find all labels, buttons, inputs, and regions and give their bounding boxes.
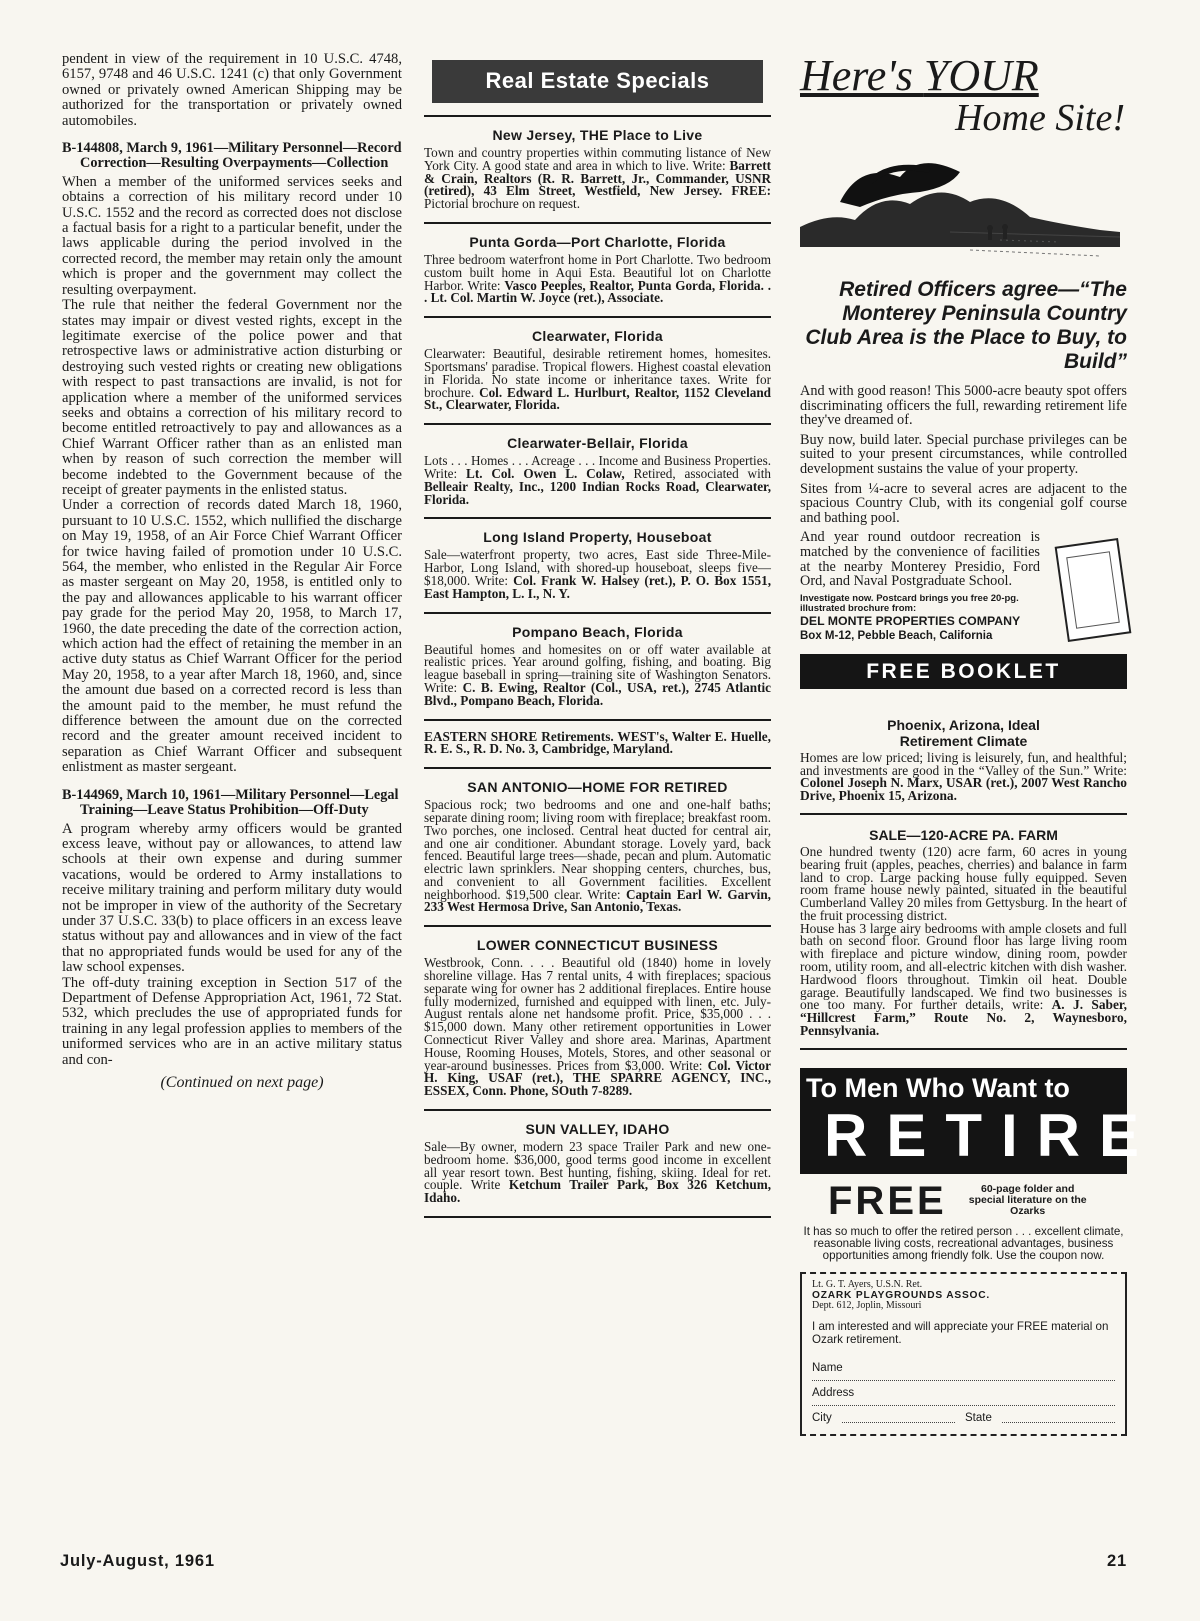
company-name: DEL MONTE PROPERTIES COMPANY — [800, 613, 1021, 628]
ad-body — [424, 147, 771, 211]
ad-title: New Jersey, THE Place to Live — [492, 127, 703, 143]
city-state-field[interactable] — [812, 1406, 1115, 1430]
ad-text: One hundred twenty (120) acre farm, 60 acres in young bearing fruit (apples, peaches, cherries) and balance in farm land to crop. Large packing house fully equipped. Seven room frame house newly painted, situated in the beautiful Cumberland Valley 20 miles from Gettysburg. In the heart of the fruit processing district. — [800, 843, 1127, 923]
ad-body — [424, 455, 771, 506]
monterey-paragraph: Buy now, build later. Special purchase privileges can be suited to your present circumstances, while controlled development sustains the value of your property. — [800, 431, 1127, 477]
ad-text: House has 3 large airy bedrooms with ample closets and full bath on second floor. Ground floor has large living room with fireplace and picture window, dining room, powder room, utility room, and all-electric kitchen with dish washer. Hardwood floors throughout. Timkin oil heat. Double garage. Beautifully landscaped. We find two businesses is one too many. For further details, write: — [800, 920, 1127, 1013]
classified-ad — [424, 925, 771, 1109]
classified-ad — [424, 115, 771, 222]
decision-heading: B-144808, March 9, 1961—Military Personnel—Record Correction—Resulting Overpayments—Collection — [62, 140, 402, 172]
retire-word: RETIRE — [824, 1101, 1159, 1169]
real-estate-column — [424, 60, 771, 1218]
classified-ad — [800, 813, 1127, 1048]
ad-body — [424, 799, 771, 914]
ad-contact: Belleair Realty, Inc., 1200 Indian Rocks Road, Clearwater, Florida. — [424, 478, 771, 507]
ad-contact: Colonel Joseph N. Marx, USAR (ret.), 2007 West Rancho Drive, Phoenix 15, Arizona. — [800, 775, 1127, 804]
ad-text: Retired, associated with — [624, 465, 771, 481]
page-number: 21 — [1107, 1552, 1127, 1570]
monterey-offer — [800, 530, 1127, 643]
article-paragraph: A program whereby army officers would be granted excess leave, without pay or allowances, to attend law schools at their own expense and during summer vacations, would be ordered to Army installations to receive military training and perform military duty would not be improper in view of the authority of the Secretary under 37 U.S.C. 33(b) to place officers in an excess leave status without pay and allowances and in view of the fact that no appropriated funds would be used for any of the law school expenses. — [62, 820, 402, 976]
ad-title: Clearwater-Bellair, Florida — [507, 435, 688, 452]
ad-title: Pompano Beach, Florida — [512, 623, 683, 640]
address-field[interactable] — [812, 1381, 1115, 1406]
classified-ad — [424, 517, 771, 611]
ad-title: Clearwater, Florida — [532, 328, 663, 345]
ad-contact: A. J. Saber, “Hillcrest Farm,” Route No. 2, Waynesboro, Pennsylvania. — [800, 997, 1127, 1039]
name-label: Name — [812, 1361, 843, 1374]
ad-body — [424, 549, 771, 600]
state-label: State — [964, 1411, 992, 1424]
ad-body — [424, 251, 771, 306]
ad-text: Lots . . . Homes . . . Acreage . . . Income and Business Properties. Write: — [424, 453, 771, 481]
article-paragraph: The rule that neither the federal Government nor the states may impair or divest vested rights, except in the legitimate exercise of the police power and that retrospective laws or administrative action disturbing or destroying such vested rights or creating new obligations with respect to past transactions are invalid, is not for application where a member of the uniformed services seeks and obtains a correction of his military record to become entitled retroactively to pay and allowances as a Chief Warrant Officer rather than as an enlisted man when by reason of such correction the member will become indebted to the Government because of the receipt of greater payments in the enlisted status. — [62, 297, 402, 498]
free-label: FREE — [828, 1178, 947, 1223]
ad-contact: Col. Frank W. Halsey (ret.), P. O. Box 1551, East Hampton, L. I., N. Y. — [424, 572, 772, 601]
classified-ad — [424, 316, 771, 423]
headline-heres-your — [800, 51, 1127, 100]
article-column — [62, 52, 402, 1092]
headline-your: YOUR — [923, 51, 1039, 100]
ad-contact: Ketchum Trailer Park, Box 326 Ketchum, Idaho. — [424, 1177, 771, 1206]
ad-contact: C. B. Ewing, Realtor (Col., USA, ret.), 2745 Atlantic Blvd., Pompano Beach, Florida. — [424, 679, 771, 708]
monterey-paragraph: Sites from ¼-acre to several acres are adjacent to the spacious Country Club, with its congenial golf course and bathing pool. — [800, 480, 1127, 526]
classified-ad — [424, 222, 771, 316]
ad-title: Punta Gorda—Port Charlotte, Florida — [469, 233, 726, 250]
article-paragraph: pendent in view of the requirement in 10 U.S.C. 4748, 6157, 9748 and 46 U.S.C. 1241 (c) that only Government owned or privately owned American Shipping may be authorized for the transportation or privately owned automobiles. — [62, 51, 402, 129]
folder-note: 60-page folder and special literature on the Ozarks — [968, 1183, 1087, 1218]
decision-heading: B-144969, March 10, 1961—Military Personnel—Legal Training—Leave Status Prohibition—Off-Duty — [62, 786, 399, 819]
city-label: City — [812, 1411, 832, 1424]
ad-title: Long Island Property, Houseboat — [483, 529, 712, 546]
retire-headline: To Men Who Want to — [806, 1072, 1070, 1103]
ad-text: Clearwater: Beautiful, desirable retirement homes, homesites. Sportsmans' paradise. Tropical flowers. Highest coastal elevation in Florida. No state income or inheritance taxes. Write for brochure. — [424, 346, 771, 400]
free-offer — [800, 1180, 1127, 1222]
classified-ad — [800, 705, 1127, 813]
classified-ad — [424, 612, 771, 719]
real-estate-banner: Real Estate Specials — [432, 60, 763, 103]
ad-title: LOWER CONNECTICUT BUSINESS — [476, 937, 719, 954]
ad-contact: Lt. Col. Owen L. Colaw, — [466, 465, 625, 481]
coupon[interactable] — [800, 1272, 1127, 1435]
ad-text: Westbrook, Conn. . . . Beautiful old (1840) home in lovely shoreline village. Has 7 rental units, 4 with fireplaces; spacious separate wing for owner has 2 additional fireplaces. Entire house fully modernized, furnished and equipped with linen, etc. July-August rentals alone net handsome profit. Price, $35,000 . . . $15,000 down. Many other retirement opportunities in Lower Connecticut River Valley and shore area. Marinas, Apartment House, Rooming Houses, Motels, Stores, and other seasonal or year-around businesses. Prices from $3,000. Write: — [424, 955, 771, 1073]
classified-ads — [424, 115, 771, 1218]
coupon-address-line: OZARK PLAYGROUNDS ASSOC. — [812, 1289, 991, 1301]
classified-ad — [424, 719, 771, 768]
free-booklet-banner: FREE BOOKLET — [800, 654, 1127, 689]
divider — [424, 1216, 771, 1218]
article-paragraph: Under a correction of records dated March 18, 1960, pursuant to 10 U.S.C. 1552, which nullified the discharge on May 19, 1958, of an Air Force Chief Warrant Officer for twice having failed of promotion under 10 U.S.C. 564, the member, who enlisted in the Regular Air Force as master sergeant on May 20, 1958, is entitled only to the pay and allowances applicable to his warrant officer pay grade for the period May 20, 1958, to March 17, 1960, the date preceding the date of the correction action, which action had the effect of retaining the member in an active duty status as Chief Warrant Officer for the period May 20, 1958, to a year after March 18, 1960, and, since the amount due based on a corrected record is less than the amount paid to the member, he must refund the difference between the amount due on the corrected record and the greater amount received incident to separation as Chief Warrant Officer and subsequent enlistment as master sergeant. — [62, 497, 402, 776]
ad-text: Sale—By owner, modern 23 space Trailer Park and new one-bedroom home. $36,000, good terms good income in excellent all year resort town. Best hunting, fishing, skiing. Ideal for ret. couple. Write — [424, 1139, 771, 1193]
article-paragraph: The off-duty training exception in Section 517 of the Department of Defense Appropriation Act, 1961, 72 Stat. 532, which precludes the use of appropriated funds for training in any legal profession applies to members of the uniformed services who are in an active military status and con- — [62, 974, 402, 1068]
ad-body — [424, 728, 771, 757]
continued-note: (Continued on next page) — [160, 1074, 324, 1091]
ad-title: SALE—120-ACRE PA. FARM — [869, 826, 1058, 843]
ad-text: Homes are low priced; living is leisurely, fun, and healthful; and investments are good in the “Valley of the Sun.” Write: — [800, 749, 1127, 778]
ad-contact: Col. Victor H. King, USAF (ret.), THE SPARRE AGENCY, INC., ESSEX, Conn. Phone, SOuth 7-8289. — [424, 1057, 771, 1099]
coupon-address-line: Lt. G. T. Ayers, U.S.N. Ret. — [812, 1279, 923, 1291]
ad-contact: Barrett & Crain, Realtors (R. R. Barrett, Jr., Commander, USNR (retired), 43 Elm Street, Westfield, New Jersey. FREE: — [424, 157, 771, 199]
ad-body — [424, 1141, 771, 1205]
ad-body — [424, 957, 771, 1098]
ad-contact: EASTERN SHORE Retirements. WEST's, Walter E. Huelle, R. E. S., R. D. No. 3, Cambridge, Maryland. — [424, 728, 771, 757]
monterey-headline: Retired Officers agree—“The Monterey Peninsula Country Club Area is the Place to Buy, to Build” — [805, 278, 1127, 373]
ad-text: Beautiful homes and homesites on or off water available at realistic prices. Year around golfing, fishing, and boating. Big league baseball in spring—training site of Washington Senators. Write: — [424, 641, 771, 695]
ad-text: Town and country properties within commuting listance of New York City. A good state and area in which to live. Write: — [424, 145, 771, 173]
coupon-address-line: Dept. 612, Joplin, Missouri — [812, 1300, 922, 1312]
ad-contact: Captain Earl W. Garvin, 233 West Hermosa Drive, San Antonio, Texas. — [424, 886, 771, 915]
ad-title: Phoenix, Arizona, Ideal Retirement Climate — [887, 716, 1040, 749]
classified-ad — [424, 1109, 771, 1216]
ad-text: Sale—waterfront property, two acres, East side Three-Mile-Harbor, Long Island, with shored-up houseboat, sleeps five—$18,000. Write: — [424, 547, 771, 588]
brochure-icon — [1055, 538, 1132, 642]
company-address: Box M-12, Pebble Beach, California — [800, 629, 993, 642]
monterey-paragraph: And with good reason! This 5000-acre beauty spot offers discriminating officers the full, rewarding retirement life they've dreamed of. — [800, 383, 1127, 429]
ads-column — [800, 51, 1159, 1436]
issue-date: July-August, 1961 — [60, 1552, 215, 1570]
name-field[interactable] — [812, 1356, 1115, 1381]
ozark-pitch: It has so much to offer the retired person . . . excellent climate, reasonable living costs, recreational advantages, business opportunities among friendly folk. Use the coupon now. — [803, 1224, 1124, 1263]
headline-home-site: Home Site! — [955, 97, 1125, 139]
ad-body — [424, 641, 771, 708]
investigate-note: Investigate now. Postcard brings you free 20-pg. illustrated brochure from: — [800, 592, 1019, 614]
classified-ad — [424, 423, 771, 517]
coupon-message: I am interested and will appreciate your FREE material on Ozark retirement. — [812, 1319, 1109, 1346]
address-label: Address — [812, 1386, 855, 1399]
ad-text: Three bedroom waterfront home in Port Charlotte. Two bedroom custom built home in Aqui Esta. Beautiful lot on Charlotte Harbor. Write: — [424, 251, 771, 293]
ad-contact: Vasco Peeples, Realtor, Punta Gorda, Florida. . . Lt. Col. Martin W. Joyce (ret.), Associate. — [424, 277, 771, 306]
coupon-address — [812, 1280, 1115, 1311]
ad-body — [424, 348, 771, 412]
coastal-scene-illustration — [800, 132, 1120, 274]
ad-title: SAN ANTONIO—HOME FOR RETIRED — [467, 779, 728, 796]
ad-text: Pictorial brochure on request. — [424, 196, 581, 212]
monterey-paragraph: And year round outdoor recreation is matched by the convenience of facilities at the nearby Monterey Presidio, Ford Ord, and Naval Postgraduate School. — [800, 529, 1040, 590]
classified-ad — [424, 767, 771, 925]
article-paragraph: When a member of the uniformed services seeks and obtains a correction of his military record under 10 U.S.C. 1552 and the record as corrected does not disclose a factual basis for a right to a particular benefit, under the laws applicable during the period involved in the corrected record, the member may retain only the amount which is proper and the government may collect the resulting overpayment. — [62, 173, 402, 298]
retire-banner — [800, 1068, 1159, 1174]
ad-title: SUN VALLEY, IDAHO — [525, 1121, 670, 1138]
ad-text: Spacious rock; two bedrooms and one and one-half baths; separate dining room; living room with fireplace; breakfast room. Two porches, one inclosed. Central heat ducted for central air, and one air conditioner. Abundant storage. Lovely yard, back fenced. Beautiful large trees—shade, pecan and plum. Automatic electric lawn sprinklers. Near shopping centers, churches, bus, and convenient to all Government facilities. Excellent neighborhood. $19,500 clear. Write: — [424, 797, 771, 902]
ad-contact: Col. Edward L. Hurlburt, Realtor, 1152 Cleveland St., Clearwater, Florida. — [424, 384, 771, 413]
headline-heres: Here's — [800, 51, 924, 100]
